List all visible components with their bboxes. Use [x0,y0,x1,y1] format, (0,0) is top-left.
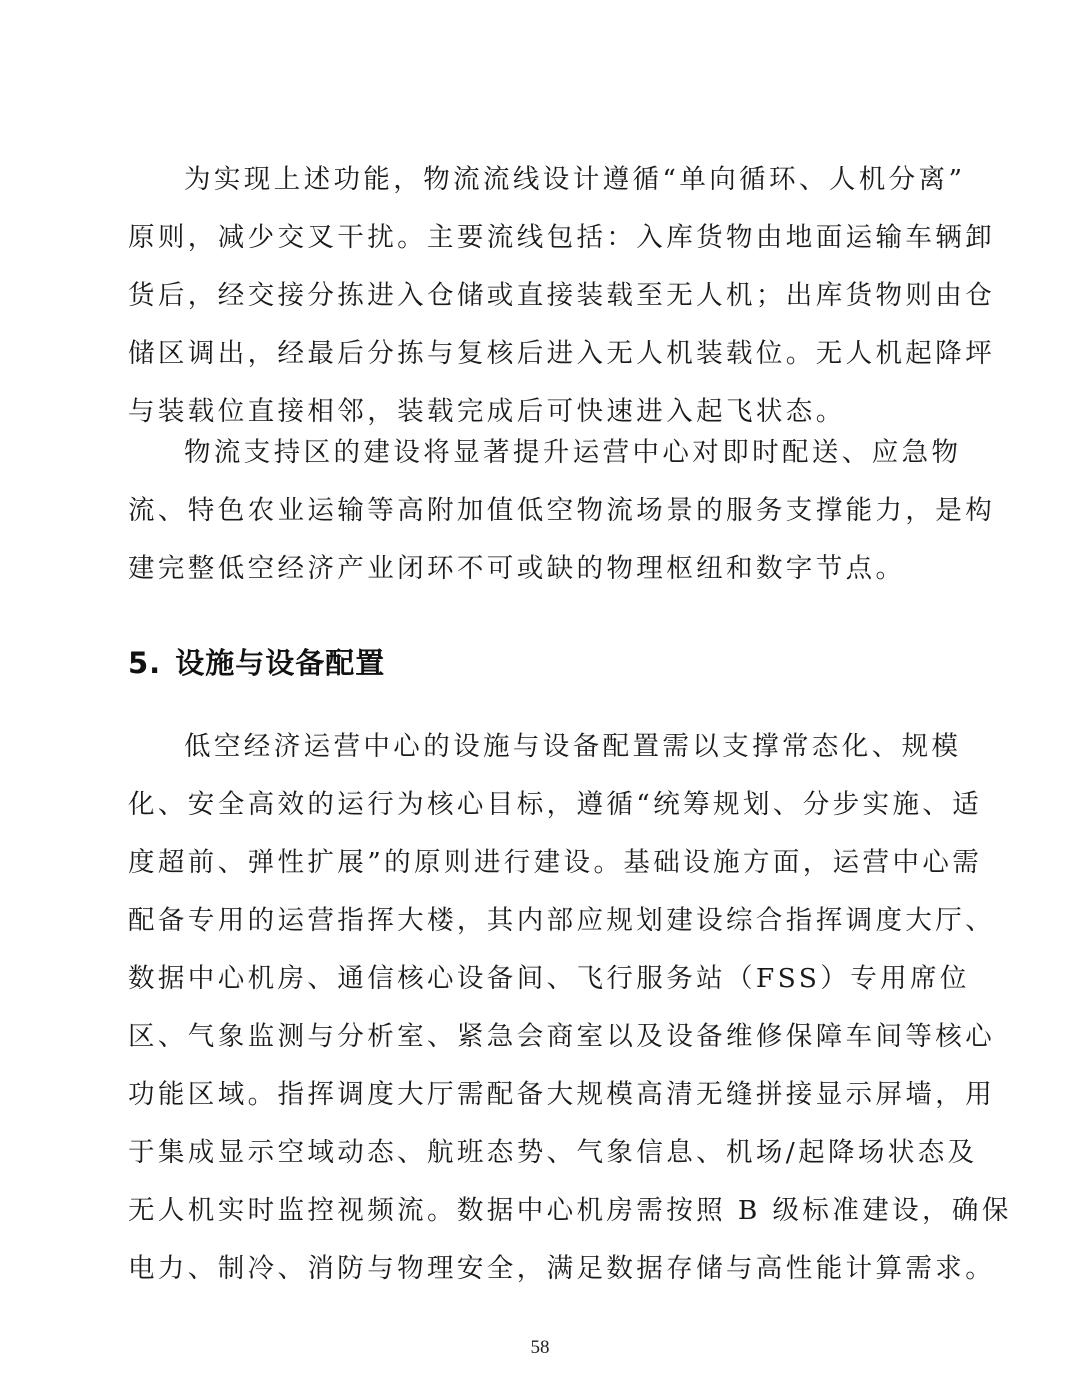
paragraph-line: 货后，经交接分拣进入仓储或直接装载至无人机；出库货物则由仓 [128,280,996,311]
paragraph-line: 配备专用的运营指挥大楼，其内部应规划建设综合指挥调度大厅、 [128,905,996,936]
paragraph-line: 化、安全高效的运行为核心目标，遵循“统筹规划、分步实施、适 [128,789,983,820]
paragraph-line: 为实现上述功能，物流流线设计遵循“单向循环、人机分离” [184,164,966,195]
paragraph-line: 电力、制冷、消防与物理安全，满足数据存储与高性能计算需求。 [128,1253,996,1284]
section-heading [128,638,385,688]
paragraph-line: 与装载位直接相邻，装载完成后可快速进入起飞状态。 [128,396,846,427]
paragraph-line: 度超前、弹性扩展”的原则进行建设。基础设施方面，运营中心需 [128,847,983,878]
section-title: 设施与设备配置 [175,646,386,680]
paragraph-line: 于集成显示空域动态、航班态势、气象信息、机场/起降场状态及 [128,1137,978,1168]
paragraph-logistics-flow [128,151,996,441]
paragraph-line: 无人机实时监控视频流。数据中心机房需按照 B 级标准建设，确保 [128,1195,1012,1226]
paragraph-line: 功能区域。指挥调度大厅需配备大规模高清无缝拼接显示屏墙，用 [128,1079,996,1110]
paragraph-line: 流、特色农业运输等高附加值低空物流场景的服务支撑能力，是构 [128,495,996,526]
paragraph-line: 原则，减少交叉干扰。主要流线包括：入库货物由地面运输车辆卸 [128,222,996,253]
paragraph-line: 储区调出，经最后分拣与复核后进入无人机装载位。无人机起降坪 [128,338,996,369]
paragraph-logistics-support [128,424,996,598]
paragraph-line: 物流支持区的建设将显著提升运营中心对即时配送、应急物 [184,437,962,468]
paragraph-line: 建完整低空经济产业闭环不可或缺的物理枢纽和数字节点。 [128,553,906,584]
paragraph-line: 区、气象监测与分析室、紧急会商室以及设备维修保障车间等核心 [128,1021,996,1052]
paragraph-line: 数据中心机房、通信核心设备间、飞行服务站（FSS）专用席位 [128,963,970,994]
paragraph-facilities [128,718,1012,1298]
paragraph-line: 低空经济运营中心的设施与设备配置需以支撑常态化、规模 [184,731,962,762]
page-number: 58 [530,1337,550,1358]
section-number: 5. [128,646,162,680]
